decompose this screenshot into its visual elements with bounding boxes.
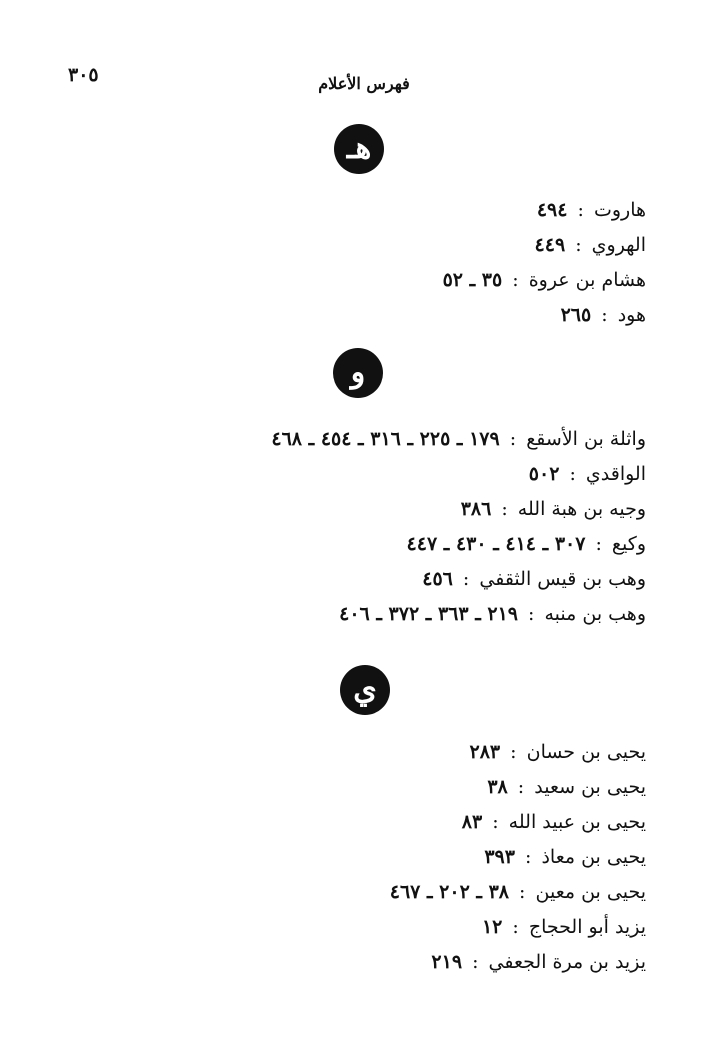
section-entries-waw [271, 422, 646, 632]
entry-page-refs: ٣٠٧ ـ ٤١٤ ـ ٤٣٠ ـ ٤٤٧ [406, 533, 586, 555]
index-entry [271, 527, 646, 562]
entry-page-refs: ٤٤٩ [534, 234, 566, 256]
entry-page-refs: ٣٨٦ [460, 498, 492, 520]
section-entries-yaa [390, 735, 646, 980]
entry-separator: : [506, 916, 525, 938]
entry-page-refs: ٢٦٥ [560, 304, 592, 326]
entry-separator: : [495, 498, 514, 520]
entry-separator: : [569, 234, 588, 256]
index-entry [271, 562, 646, 597]
entry-page-refs: ٤٥٦ [422, 568, 453, 590]
running-title: فهرس الأعلام [318, 74, 410, 93]
entry-name: يحيى بن سعيد [534, 776, 646, 798]
entry-name: هاروت [593, 199, 646, 221]
entry-name: واثلة بن الأسقع [526, 428, 646, 450]
entry-separator: : [504, 741, 523, 763]
entry-separator: : [506, 269, 525, 291]
entry-separator: : [511, 776, 531, 798]
entry-page-refs: ١٧٩ ـ ٢٢٥ ـ ٣١٦ ـ ٤٥٤ ـ ٤٦٨ [271, 428, 500, 450]
section-entries-haa [443, 193, 646, 333]
entry-separator: : [571, 199, 590, 221]
index-entry [271, 422, 646, 457]
entry-page-refs: ٣٨ ـ ٢٠٢ ـ ٤٦٧ [389, 881, 510, 903]
page-number: ٣٠٥ [68, 64, 99, 86]
index-entry [390, 805, 646, 840]
section-letter-badge: هـ [334, 124, 384, 174]
entry-name: يحيى بن حسان [526, 741, 646, 763]
entry-separator: : [486, 811, 505, 833]
entry-separator: : [589, 533, 608, 555]
entry-name: يحيى بن معاذ [541, 846, 646, 868]
entry-page-refs: ٤٩٤ [536, 199, 568, 221]
index-entry [443, 228, 646, 263]
entry-name: الواقدي [585, 463, 646, 485]
entry-name: يزيد بن مرة الجعفي [488, 951, 646, 973]
entry-page-refs: ١٢ [481, 916, 503, 938]
entry-name: وجيه بن هبة الله [517, 498, 646, 520]
index-entry [390, 840, 646, 875]
index-entry [390, 875, 646, 910]
index-entry [443, 298, 646, 333]
index-entry [271, 457, 646, 492]
entry-name: يحيى بن معين [535, 881, 646, 903]
entry-page-refs: ٣٥ ـ ٥٢ [442, 269, 503, 291]
entry-page-refs: ٢١٩ ـ ٣٦٣ ـ ٣٧٢ ـ ٤٠٦ [339, 603, 518, 625]
entry-page-refs: ٢١٩ [431, 951, 463, 973]
entry-name: هشام بن عروة [528, 269, 646, 291]
entry-page-refs: ٢٨٣ [469, 741, 501, 763]
entry-separator: : [595, 304, 614, 326]
index-entry [390, 770, 646, 805]
entry-name: الهروي [591, 234, 646, 256]
entry-name: يحيى بن عبيد الله [508, 811, 646, 833]
index-entry [271, 492, 646, 527]
section-letter-badge: ي [340, 665, 390, 715]
entry-separator: : [522, 603, 541, 625]
entry-page-refs: ٣٨ [487, 776, 508, 798]
entry-page-refs: ٥٠٢ [528, 463, 560, 485]
entry-name: هود [617, 304, 646, 326]
index-entry [271, 597, 646, 632]
entry-separator: : [466, 951, 485, 973]
entry-separator: : [456, 568, 476, 590]
entry-separator: : [518, 846, 538, 868]
entry-separator: : [563, 463, 582, 485]
entry-page-refs: ٨٣ [461, 811, 483, 833]
entry-separator: : [503, 428, 523, 450]
index-entry [443, 193, 646, 228]
index-entry [443, 263, 646, 298]
index-entry [390, 735, 646, 770]
index-entry [390, 945, 646, 980]
entry-separator: : [513, 881, 532, 903]
section-letter-badge: و [333, 348, 383, 398]
entry-name: وهب بن قيس الثقفي [479, 568, 646, 590]
entry-name: وكيع [611, 533, 646, 555]
entry-name: وهب بن منبه [544, 603, 646, 625]
entry-page-refs: ٣٩٣ [484, 846, 515, 868]
index-entry [390, 910, 646, 945]
entry-name: يزيد أبو الحجاج [528, 916, 646, 938]
